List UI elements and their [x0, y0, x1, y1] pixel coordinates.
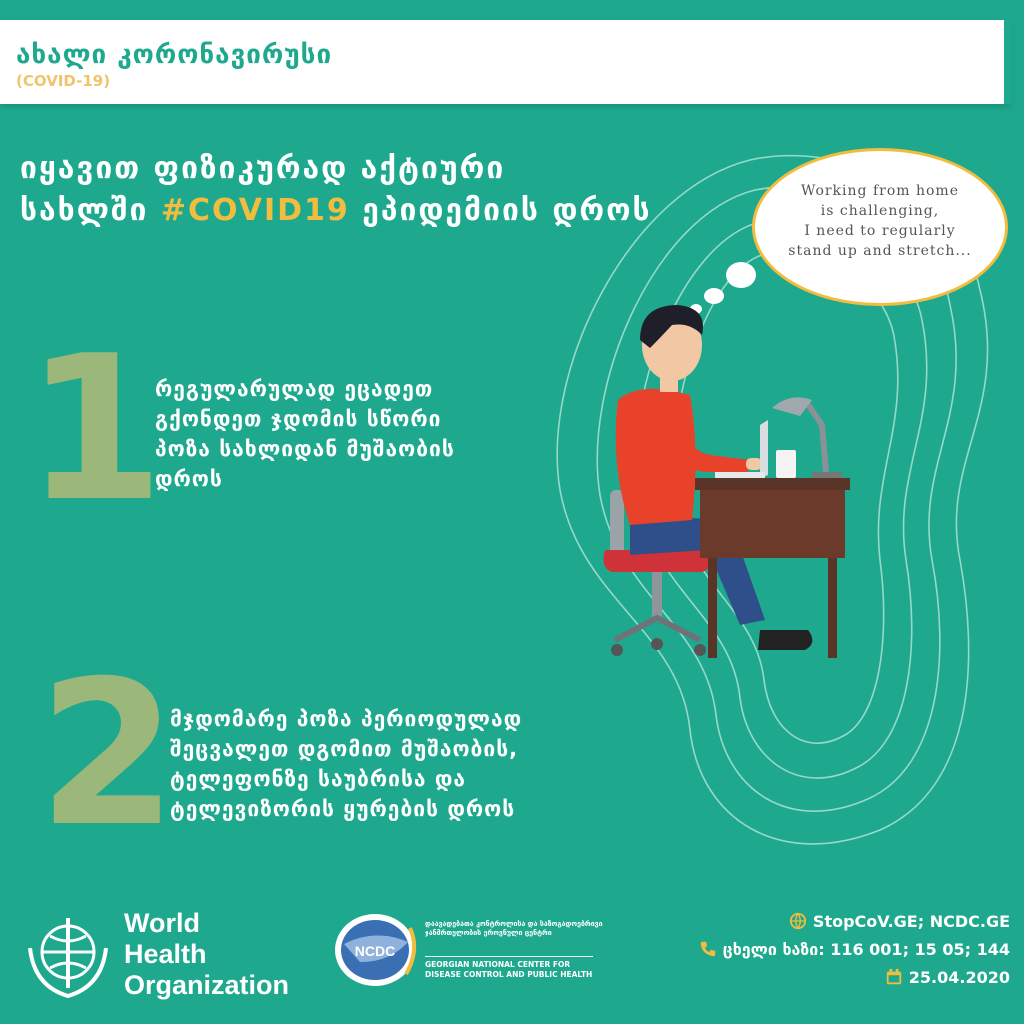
- step-number-1: 1: [25, 313, 165, 546]
- who-logo: [20, 908, 290, 1008]
- headline-suffix: ეპიდემიის დროს: [349, 193, 652, 228]
- bubble-line-3: I need to regularly: [804, 223, 956, 239]
- hotline-line: [699, 940, 1010, 959]
- speech-bubble: [752, 148, 1008, 306]
- website-line: [789, 912, 1010, 931]
- globe-icon: [789, 912, 807, 930]
- step-text-1: რეგულარულად ეცადეთ გქონდეთ ჯდომის სწორი პოზა სახლიდან მუშაობის დროს: [155, 377, 455, 491]
- ncdc-logo-text: NCDC: [354, 943, 396, 959]
- ncdc-georgian-name: დაავადებათა კონტროლისა და საზოგადოებრივი ჯანმრთელობის ეროვნული ცენტრი: [425, 920, 603, 937]
- bubble-line-1: Working from home: [801, 183, 959, 199]
- ncdc-emblem-icon: [330, 910, 420, 990]
- headline-prefix: სახლში: [20, 193, 161, 228]
- who-line-1: World Health: [124, 908, 207, 969]
- covid-hashtag: #COVID19: [160, 193, 350, 228]
- header-accent-bar: [1004, 20, 1012, 104]
- hotline-text: ცხელი ხაზი: 116 001; 15 05; 144: [722, 940, 1010, 959]
- ncdc-english-name: GEORGIAN NATIONAL CENTER FOR DISEASE CONTROL AND PUBLIC HEALTH: [425, 960, 593, 979]
- bubble-line-4: stand up and stretch...: [788, 243, 972, 259]
- person-at-desk-illustration: [590, 300, 860, 670]
- date-line: [885, 968, 1010, 987]
- ncdc-divider: [425, 956, 593, 957]
- who-line-2: Organization: [124, 970, 290, 1000]
- speech-bubble-text: [755, 181, 1005, 261]
- step-text-2: მჯდომარე პოზა პერიოდულად შეცვალეთ დგომით მუშაობის, ტელეფონზე საუბრისა და ტელევიზორის ყურების დროს: [170, 707, 523, 821]
- header-bar: [0, 20, 1010, 104]
- step-number-2: 2: [38, 638, 178, 871]
- date-text: 25.04.2020: [908, 968, 1010, 987]
- bubble-line-2: is challenging,: [820, 203, 940, 219]
- header-subtitle: (COVID-19): [16, 72, 111, 90]
- headline-line-1: იყავით ფიზიკურად აქტიური: [20, 151, 506, 186]
- website-text: StopCoV.GE; NCDC.GE: [812, 912, 1010, 931]
- phone-icon: [699, 940, 717, 958]
- who-name: [124, 908, 289, 1001]
- calendar-icon: [885, 968, 903, 986]
- ncdc-logo: [330, 910, 603, 994]
- header-title: ახალი კორონავირუსი: [16, 40, 333, 70]
- thought-dot-large: [726, 262, 756, 288]
- who-emblem-icon: [20, 908, 116, 1004]
